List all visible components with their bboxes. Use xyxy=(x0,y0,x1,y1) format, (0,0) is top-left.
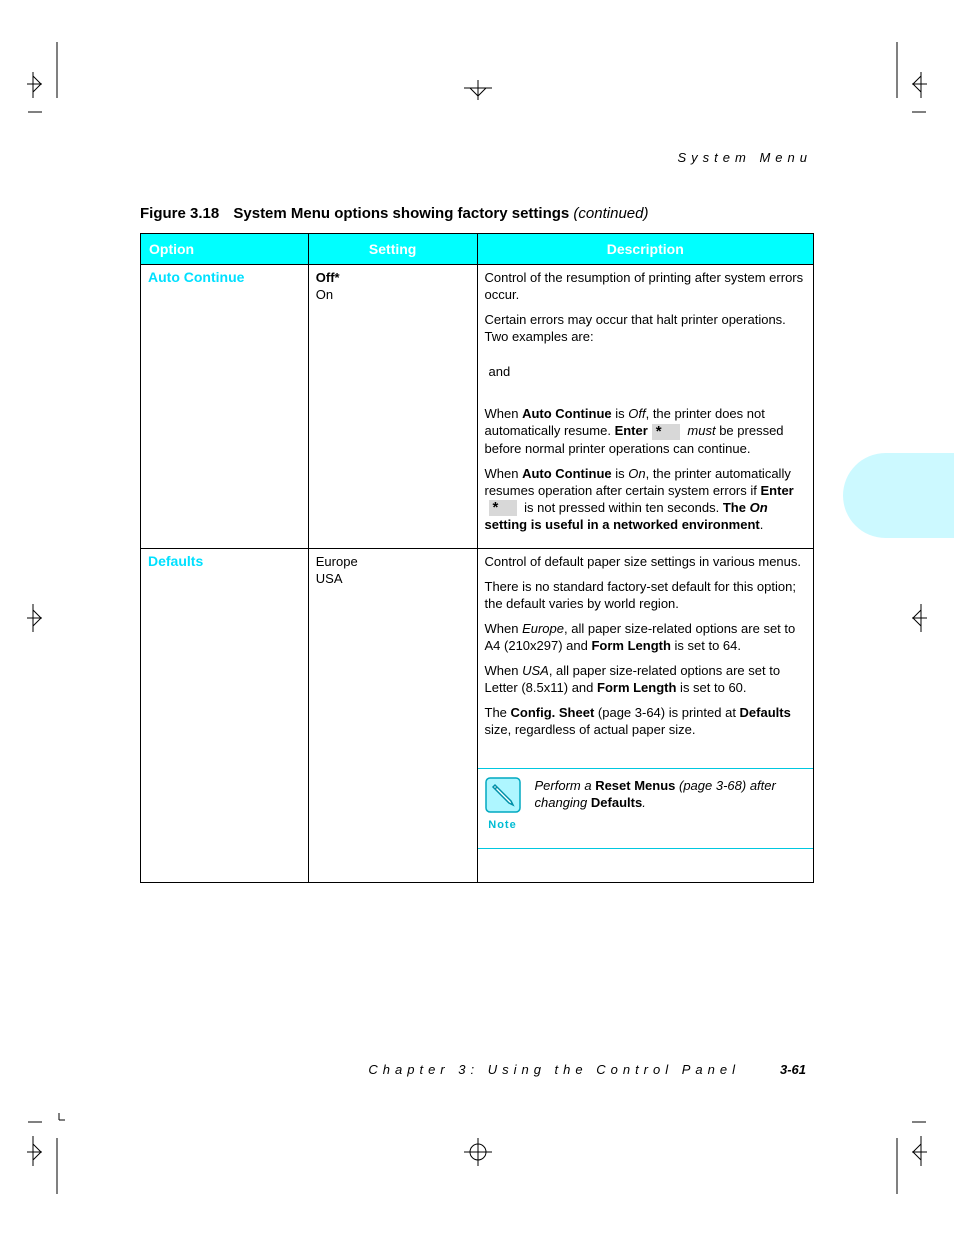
description-paragraph: When Auto Continue is Off, the printer does not automatically resume. Enter * must be pressed before normal printer operations can continue. xyxy=(484,406,784,456)
setting-europe: Europe xyxy=(315,554,358,569)
note-box xyxy=(478,768,814,849)
figure-caption xyxy=(140,205,648,222)
figure-number: Figure 3.18 xyxy=(140,205,220,222)
description-paragraph: When Auto Continue is On, the printer automatically resumes operation after certain system errors if Enter* is not pressed within ten seconds. The On setting is useful in a networked environment. xyxy=(484,465,794,533)
setting-cell xyxy=(308,549,477,883)
setting-other: On xyxy=(315,287,334,302)
figure-suffix: (continued) xyxy=(573,205,649,222)
setting-cell xyxy=(308,265,477,549)
option-auto-continue: Auto Continue xyxy=(148,269,245,285)
description-paragraph: Control of default paper size settings in various menus. xyxy=(484,554,802,569)
note-callout xyxy=(485,777,521,834)
setting-default: Off* xyxy=(315,270,340,285)
pencil-note-icon xyxy=(485,777,521,813)
description-paragraph: The Config. Sheet (page 3-64) is printed at Defaults size, regardless of actual paper size. xyxy=(484,705,791,737)
column-header-description: Description xyxy=(477,234,814,265)
description-paragraph: When USA, all paper size-related options are set to Letter (8.5x11) and Form Length is set to 60. xyxy=(484,663,781,695)
enter-key-icon: * xyxy=(489,500,517,516)
description-paragraph: When Europe, all paper size-related options are set to A4 (210x297) and Form Length is set to 64. xyxy=(484,621,796,653)
option-defaults: Defaults xyxy=(148,553,204,569)
table-row xyxy=(141,549,814,883)
table-header-row xyxy=(141,234,814,265)
page-number: 3-61 xyxy=(780,1062,807,1077)
system-menu-table xyxy=(140,233,814,883)
column-header-option: Option xyxy=(141,234,309,265)
option-cell xyxy=(141,549,309,883)
enter-key-icon: * xyxy=(652,424,680,440)
column-header-setting: Setting xyxy=(308,234,477,265)
description-cell xyxy=(477,265,814,549)
description-paragraph: Certain errors may occur that halt printer operations. Two examples are: xyxy=(484,312,786,344)
chapter-footer: Chapter 3: Using the Control Panel xyxy=(368,1062,740,1077)
note-label: Note xyxy=(488,819,517,831)
chapter-tab xyxy=(843,453,954,538)
setting-usa: USA xyxy=(315,571,343,586)
description-paragraph: Control of the resumption of printing after system errors occur. xyxy=(484,270,804,302)
running-header: System Menu xyxy=(677,150,812,165)
description-and: and xyxy=(488,364,511,379)
table-row xyxy=(141,265,814,549)
option-cell xyxy=(141,265,309,549)
description-paragraph: There is no standard factory-set default for this option; the default varies by world region. xyxy=(484,579,796,611)
note-text: Perform a Reset Menus (page 3-68) after changing Defaults. xyxy=(534,778,776,810)
description-cell xyxy=(477,549,814,883)
figure-title: System Menu options showing factory settings xyxy=(233,205,570,222)
